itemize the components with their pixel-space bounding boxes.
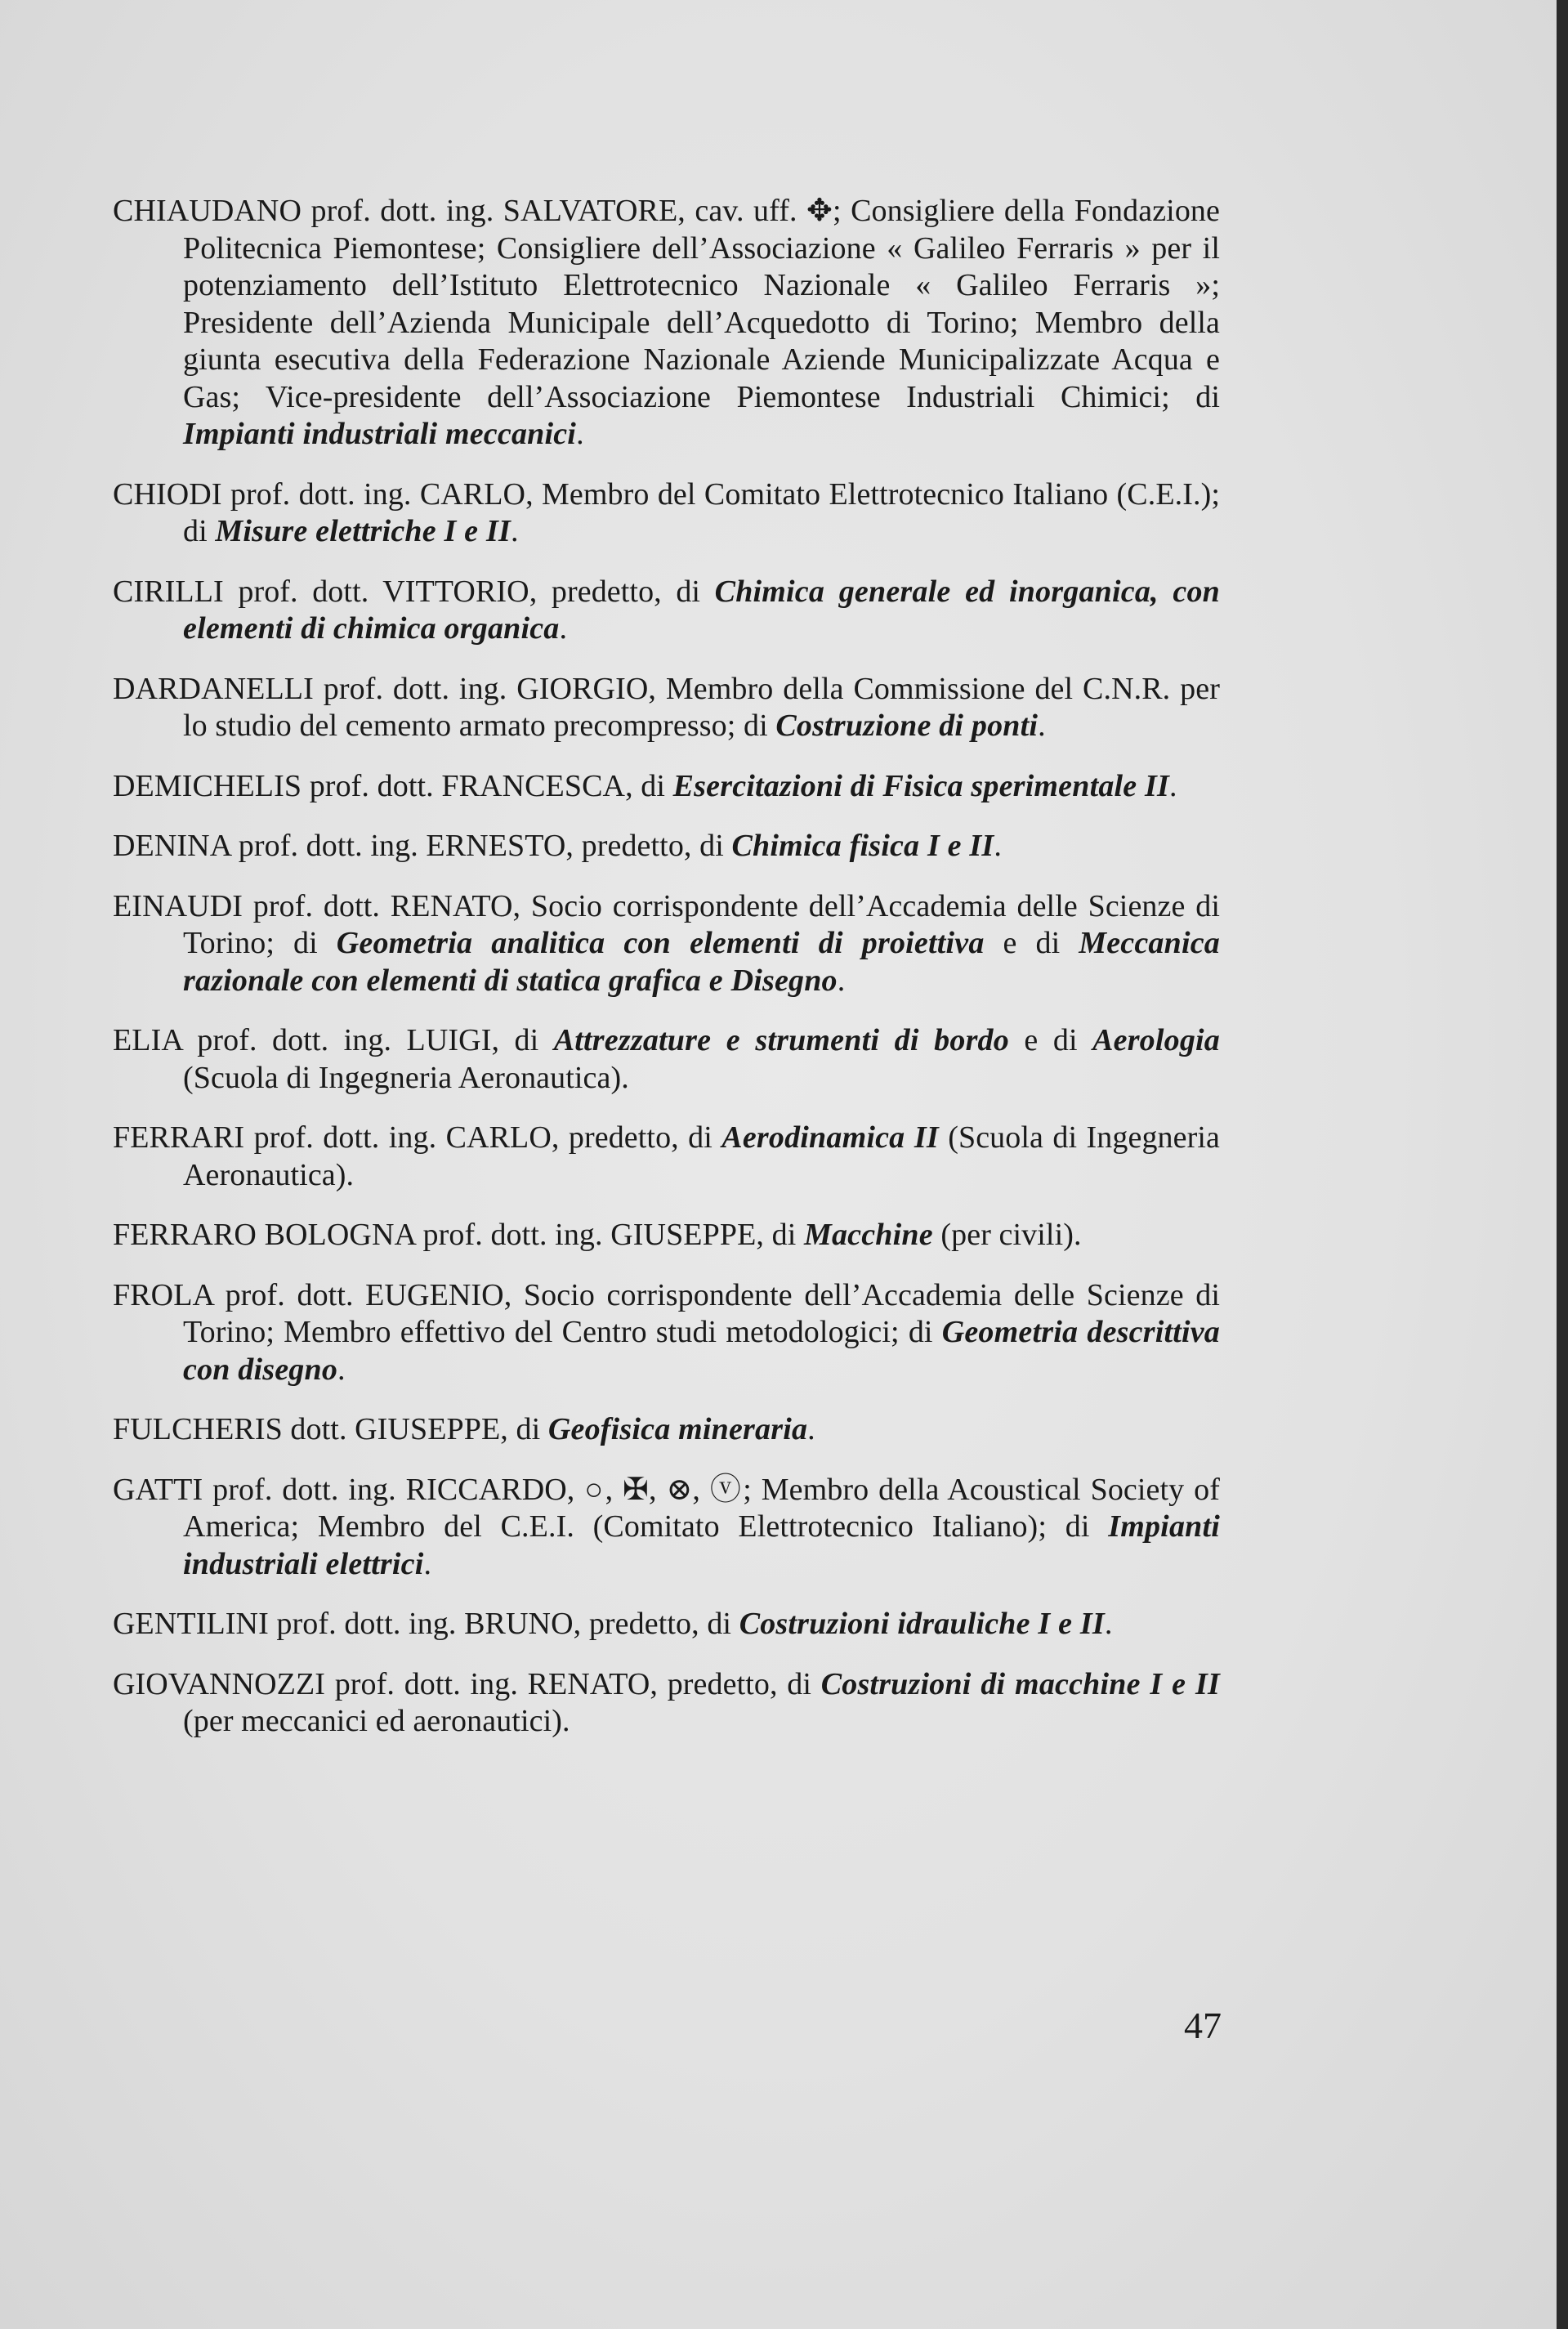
faculty-entry	[113, 768, 1220, 806]
faculty-entry	[113, 671, 1220, 745]
page-number: 47	[1184, 2005, 1222, 2046]
course-title: Macchine	[803, 1218, 933, 1252]
course-title: Costruzione di ponti	[775, 709, 1039, 743]
entry-text: prof. dott. ing. SALVATORE, cav. uff. ✥; Consigliere della Fondazione Politecnica Piemontese; Consigliere dell’Associazione « Galileo Ferraris » per il potenziamento dell’Istituto Elettrotecnico Nazionale « Galileo Ferraris »; Presidente dell’Azienda Municipale dell’Acquedotto di Torino; Membro della giunta esecutiva della Federazione Nazionale Aziende Municipalizzate Acqua e Gas; Vice-presidente dell’Associazione Piemontese Industriali Chimici; di	[183, 194, 1220, 414]
entry-text: prof. dott. ing. BRUNO, predetto, di	[268, 1607, 739, 1641]
faculty-name: DEMICHELIS	[113, 768, 302, 803]
faculty-entry	[113, 574, 1220, 648]
entry-text: .	[1104, 1607, 1113, 1641]
entry-text: prof. dott. ing. LUIGI, di	[181, 1023, 554, 1057]
faculty-entry	[113, 476, 1220, 551]
entry-text: (Scuola di Ingegneria Aeronautica).	[183, 1060, 629, 1095]
entry-text: prof. dott. ing. RICCARDO, ○, ✠, ⊗, ⓥ; Membro della Acoustical Society of America; Membro del C.E.I. (Comitato Elettrotecnico Italiano); di	[183, 1472, 1220, 1544]
entry-text: .	[559, 611, 568, 646]
course-title: Geometria analitica con elementi di proiettiva	[336, 926, 985, 960]
entry-text: dott. GIUSEPPE, di	[282, 1412, 548, 1446]
faculty-entry	[113, 1120, 1220, 1194]
course-title: Misure elettriche I e II	[215, 514, 511, 548]
entry-text: prof. dott. ing. RENATO, predetto, di	[325, 1666, 821, 1701]
faculty-name: GIOVANNOZZI	[113, 1666, 326, 1701]
faculty-name: CIRILLI	[113, 574, 224, 609]
faculty-entry	[113, 1022, 1220, 1097]
course-title: Chimica fisica I e II	[731, 829, 994, 863]
entry-text: prof. dott. EUGENIO, Socio corrispondente dell’Accademia delle Scienze di Torino; Membro effettivo del Centro studi metodologici; di	[183, 1277, 1220, 1349]
entry-text: prof. dott. ing. ERNESTO, predetto, di	[230, 829, 732, 863]
faculty-entry	[113, 1666, 1220, 1741]
entry-text: prof. dott. ing. CARLO, predetto, di	[244, 1120, 722, 1155]
page-edge	[1557, 0, 1568, 2329]
entry-text: e di	[984, 926, 1079, 960]
entry-text: prof. dott. ing. GIUSEPPE, di	[414, 1218, 804, 1252]
faculty-name: CHIAUDANO	[113, 194, 302, 228]
entry-text: prof. dott. VITTORIO, predetto, di	[223, 574, 715, 609]
faculty-name: CHIODI	[113, 476, 222, 512]
course-title: Costruzioni idrauliche I e II	[739, 1607, 1105, 1641]
faculty-name: FROLA	[113, 1277, 213, 1312]
faculty-entry	[113, 1411, 1220, 1449]
course-title: Impianti industriali elettrici	[183, 1509, 1220, 1581]
course-title: Aerologia	[1092, 1023, 1220, 1057]
course-title: Chimica generale ed inorganica, con elementi di chimica organica	[183, 574, 1220, 646]
entry-text: .	[994, 829, 1002, 863]
faculty-entry	[113, 828, 1220, 865]
entry-text: .	[576, 417, 584, 451]
course-title: Esercitazioni di Fisica sperimentale II	[672, 768, 1170, 803]
entry-text: prof. dott. RENATO, Socio corrispondente dell’Accademia delle Scienze di Torino; di	[183, 888, 1220, 960]
course-title: Attrezzature e strumenti di bordo	[553, 1023, 1009, 1057]
course-title: Geometria descrittiva con disegno	[183, 1315, 1220, 1387]
faculty-name: DARDANELLI	[113, 671, 314, 706]
entry-text: e di	[1008, 1023, 1093, 1057]
faculty-entry	[113, 1606, 1220, 1643]
faculty-entry	[113, 1472, 1220, 1584]
entry-text: .	[337, 1352, 346, 1387]
course-title: Meccanica razionale con elementi di statica grafica e Disegno	[183, 926, 1220, 998]
faculty-entry	[113, 1277, 1220, 1389]
entry-text: prof. dott. ing. CARLO, Membro del Comitato Elettrotecnico Italiano (C.E.I.); di	[183, 476, 1220, 548]
course-title: Impianti industriali meccanici	[183, 417, 577, 451]
entry-text: (Scuola di Ingegneria Aeronautica).	[183, 1120, 1220, 1192]
entry-text: .	[837, 963, 846, 998]
faculty-name: GATTI	[113, 1472, 203, 1507]
faculty-entry	[113, 193, 1220, 454]
course-title: Geofisica mineraria	[547, 1412, 808, 1446]
faculty-list	[113, 193, 1220, 1764]
entry-text: .	[1169, 768, 1177, 803]
entry-text: .	[807, 1412, 815, 1446]
course-title: Costruzioni di macchine I e II	[820, 1666, 1221, 1701]
faculty-name: GENTILINI	[113, 1607, 269, 1641]
faculty-name: DENINA	[113, 829, 231, 863]
entry-text: .	[510, 514, 519, 548]
faculty-name: FERRARO BOLOGNA	[113, 1218, 415, 1252]
course-title: Aerodinamica II	[721, 1120, 939, 1155]
faculty-name: FULCHERIS	[113, 1412, 283, 1446]
faculty-entry	[113, 1217, 1220, 1254]
entry-text: (per meccanici ed aeronautici).	[183, 1704, 570, 1738]
entry-text: (per civili).	[932, 1218, 1082, 1252]
faculty-entry	[113, 888, 1220, 1000]
faculty-name: EINAUDI	[113, 888, 243, 923]
entry-text: .	[423, 1546, 432, 1581]
entry-text: .	[1038, 709, 1046, 743]
faculty-name: FERRARI	[113, 1120, 245, 1155]
faculty-name: ELIA	[113, 1023, 182, 1057]
entry-text: prof. dott. FRANCESCA, di	[302, 768, 673, 803]
entry-text: prof. dott. ing. GIORGIO, Membro della Commissione del C.N.R. per lo studio del cemento armato precompresso; di	[183, 671, 1220, 743]
